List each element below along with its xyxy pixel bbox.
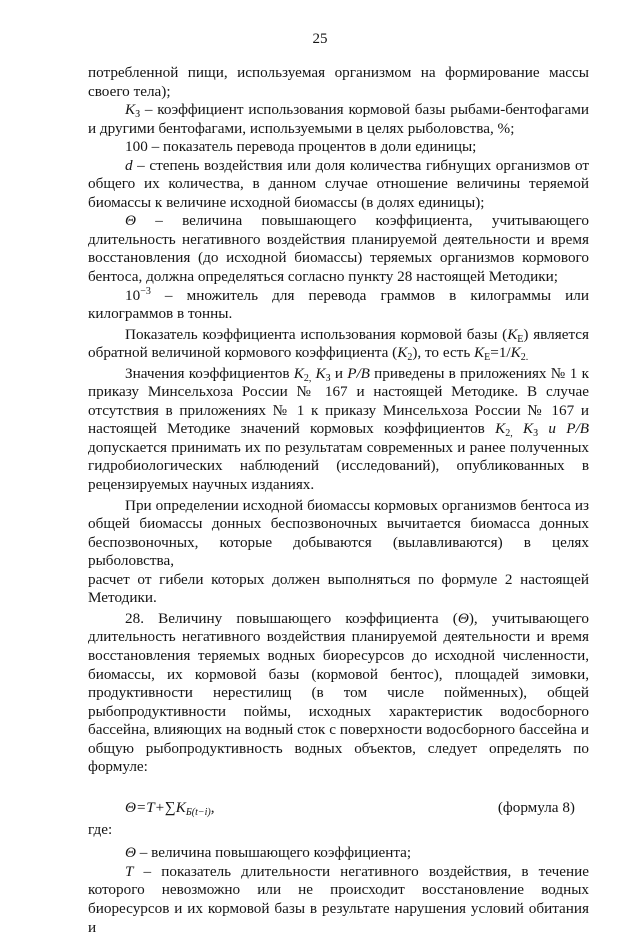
paragraph-initial-biomass: При определении исходной биомассы кормовых организмов бентоса из общей биомассы донных беспозвоночных вычитается биомасса донных беспозвоночных, которые добываются (вылавливаются) в целях рыболовства, расчет от гибели которых должен выполняться по формуле 2 настоящей Методики. <box>88 496 589 607</box>
symbol-d: d <box>125 156 133 174</box>
paragraph-28: 28. Величину повышающего коэффициента (Θ), учитывающего длительность негативного воздействия планируемой деятельности и время восстановления теряемых водных биоресурсов до исходной численности, биомассы, их кормовой базы (кормовой бентос), площадей зимовки, продуктивности нерестилищ (в том числе пойменных), общей рыбопродуктивности поймы, исходных характеристик водосборного бассейна, влияющих на водный сток с поверхности водосборного бассейна и общую рыбопродуктивность водных объектов, следует определять по формуле: <box>88 609 589 776</box>
paragraph-ke-indicator: Показатель коэффициента использования кормовой базы $(К_Е)$ является обратной величиной кормового коэффициента $(К_2)$, то есть $К_Е=1/К_{2.}$ <box>88 325 590 364</box>
formula-number: (формула 8) <box>497 798 575 816</box>
symbol-k3: К <box>125 101 136 119</box>
paragraph-t-legend: T – показатель длительности негативного воздействия, в течение которого невозможно или не происходит восстановление водных биоресурсов и их кормовой базы в результате нарушения условий обитания и <box>88 862 589 936</box>
document-body <box>88 64 589 937</box>
paragraph-theta-legend: Θ – величина повышающего коэффициента; <box>125 844 412 862</box>
paragraph-theta-definition: Θ – величина повышающего коэффициента, учитывающего длительность негативного воздействия планируемой деятельности и время восстановления (до исходной биомассы) теряемых организмов кормового бентоса, должна определяться согласно пункту 28 настоящей Методики; <box>88 212 589 286</box>
formula-expression: $\Theta=T+\sum K_{Б(t-i)}$, <box>125 798 215 818</box>
where-label: где: <box>88 820 113 838</box>
paragraph-k3-definition: $К_З$ – коэффициент использования кормовой базы рыбами-бентофагами и другими бентофагами, используемыми в целях рыболовства, %; <box>88 101 589 137</box>
paragraph-multiplier-definition: $10^{-3}$ – множитель для перевода граммов в килограммы или килограммов в тонны. <box>88 285 589 323</box>
paragraph-food-definition: потребленной пищи, используемая организмом на формирование массы своего тела); <box>88 64 589 100</box>
page-number: 25 <box>312 31 328 47</box>
symbol-theta: Θ <box>125 212 136 230</box>
paragraph-100-definition: 100 – показатель перевода процентов в доли единицы; <box>125 138 477 156</box>
paragraph-d-definition: d – степень воздействия или доля количества гибнущих организмов от общего их количества, в данном случае отношение величины теряемой биомассы к величине исходной биомассы (в долях единицы); <box>88 156 589 211</box>
paragraph-coefficient-values: Значения коэффициентов $К_{2,}$ $К_З$ и P/B приведены в приложениях № 1 к приказу Минсельхоза России № 167 и настоящей Методике. В случае отсутствия в приложениях № 1 к приказу Минсельхоза России № 167 и настоящей Методике значений кормовых коэффициентов $К_{2,}$ $К_З$ и P/B допускается принимать их по результатам современных и ранее полученных гидробиологических наблюдений (исследований), опубликованных в рецензируемых научных изданиях. <box>88 364 590 494</box>
formula-8 <box>88 799 589 821</box>
